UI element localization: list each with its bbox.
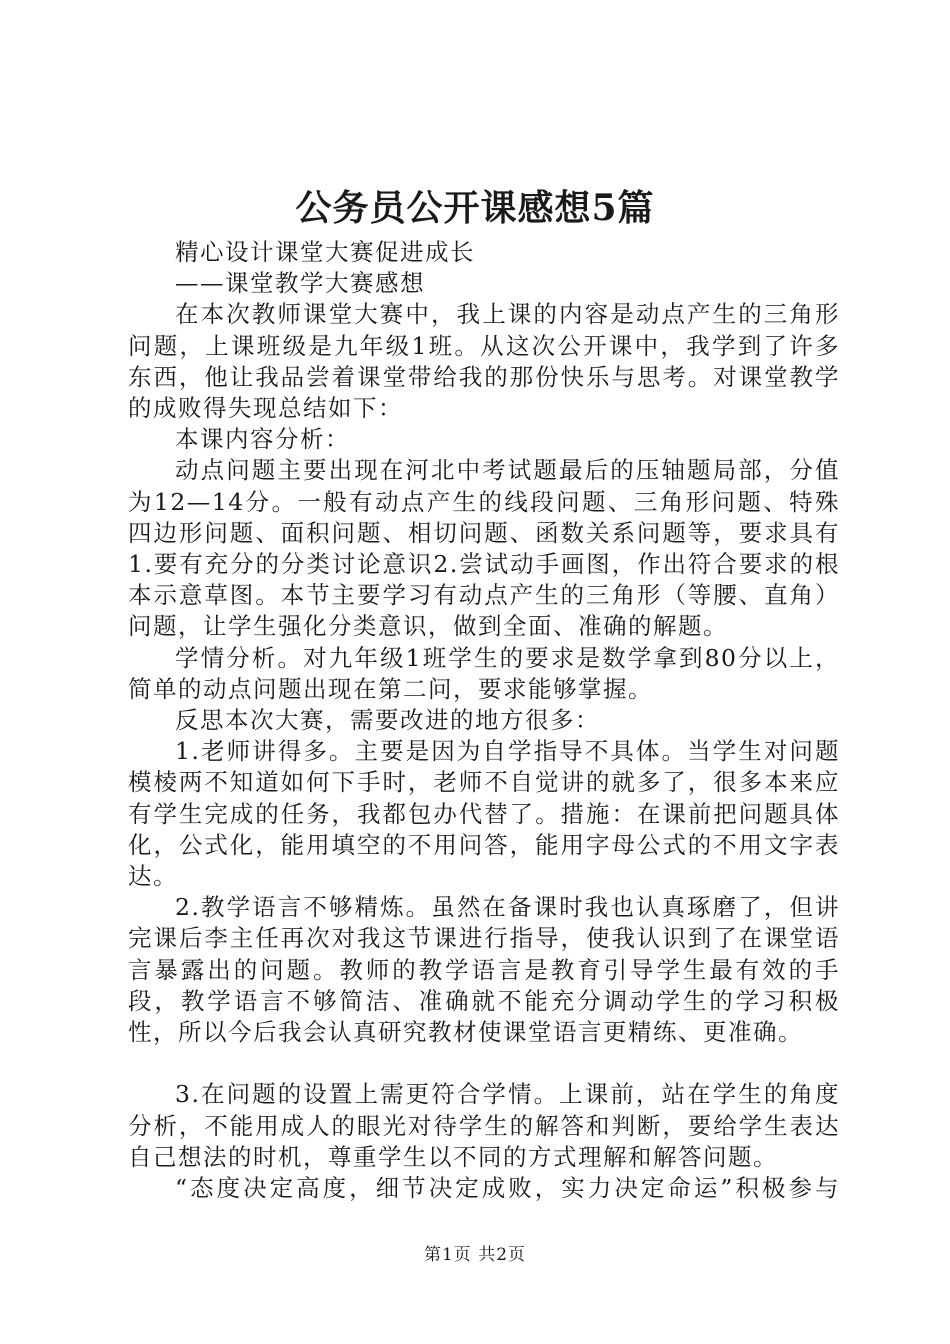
- page-footer: 第1页 共2页: [423, 1245, 527, 1265]
- paragraph-intro: 在本次教师课堂大赛中，我上课的内容是动点产生的三角形问题，上课班级是九年级1班。从这次公开课中，我学到了许多东西，他让我品尝着课堂带给我的那份快乐与思考。对课堂教学的成败得失现总结如下：: [128, 300, 840, 423]
- paragraph-point-3: 3.在问题的设置上需更符合学情。上课前，站在学生的角度分析，不能用成人的眼光对待学生的解答和判断，要给学生表达自己想法的时机，尊重学生以不同的方式理解和解答问题。: [128, 1080, 840, 1171]
- subtitle-line: 精心设计课堂大赛促进成长: [175, 238, 475, 266]
- document-body: [128, 237, 840, 1204]
- document-title: 公务员公开课感想5篇: [295, 187, 655, 229]
- paragraph-content-analysis: 动点问题主要出现在河北中考试题最后的压轴题局部，分值为12—14分。一般有动点产生的线段问题、三角形问题、特殊四边形问题、面积问题、相切问题、函数关系问题等，要求具有1.要有充分的分类讨论意识2.尝试动手画图，作出符合要求的根本示意草图。本节主要学习有动点产生的三角形（等腰、直角）问题，让学生强化分类意识，做到全面、准确的解题。: [128, 456, 840, 641]
- paragraph-reflection-heading: 反思本次大赛，需要改进的地方很多：: [175, 706, 600, 735]
- paragraph-point-2: 2.教学语言不够精炼。虽然在备课时我也认真琢磨了，但讲完课后李主任再次对我这节课进行指导，使我认识到了在课堂语言暴露出的问题。教师的教学语言是教育引导学生最有效的手段，教学语言不够简洁、准确就不能充分调动学生的学习积极性，所以今后我会认真研究教材使课堂语言更精练、更准确。: [128, 893, 840, 1047]
- paragraph-student-analysis: 学情分析。对九年级1班学生的要求是数学拿到80分以上，简单的动点问题出现在第二问，要求能够掌握。: [128, 643, 840, 703]
- paragraph-closing-quote: “态度决定高度，细节决定成败，实力决定命运”积极参与: [175, 1174, 840, 1203]
- paragraph-gap: [128, 1048, 840, 1079]
- subtitle-dash-line: ——课堂教学大赛感想: [175, 269, 425, 298]
- paragraph-content-analysis-heading: 本课内容分析：: [175, 425, 350, 454]
- paragraph-point-1: 1.老师讲得多。主要是因为自学指导不具体。当学生对问题模棱两不知道如何下手时，老师不自觉讲的就多了，很多本来应有学生完成的任务，我都包办代替了。措施：在课前把问题具体化，公式化，能用填空的不用问答，能用字母公式的不用文字表达。: [128, 737, 840, 891]
